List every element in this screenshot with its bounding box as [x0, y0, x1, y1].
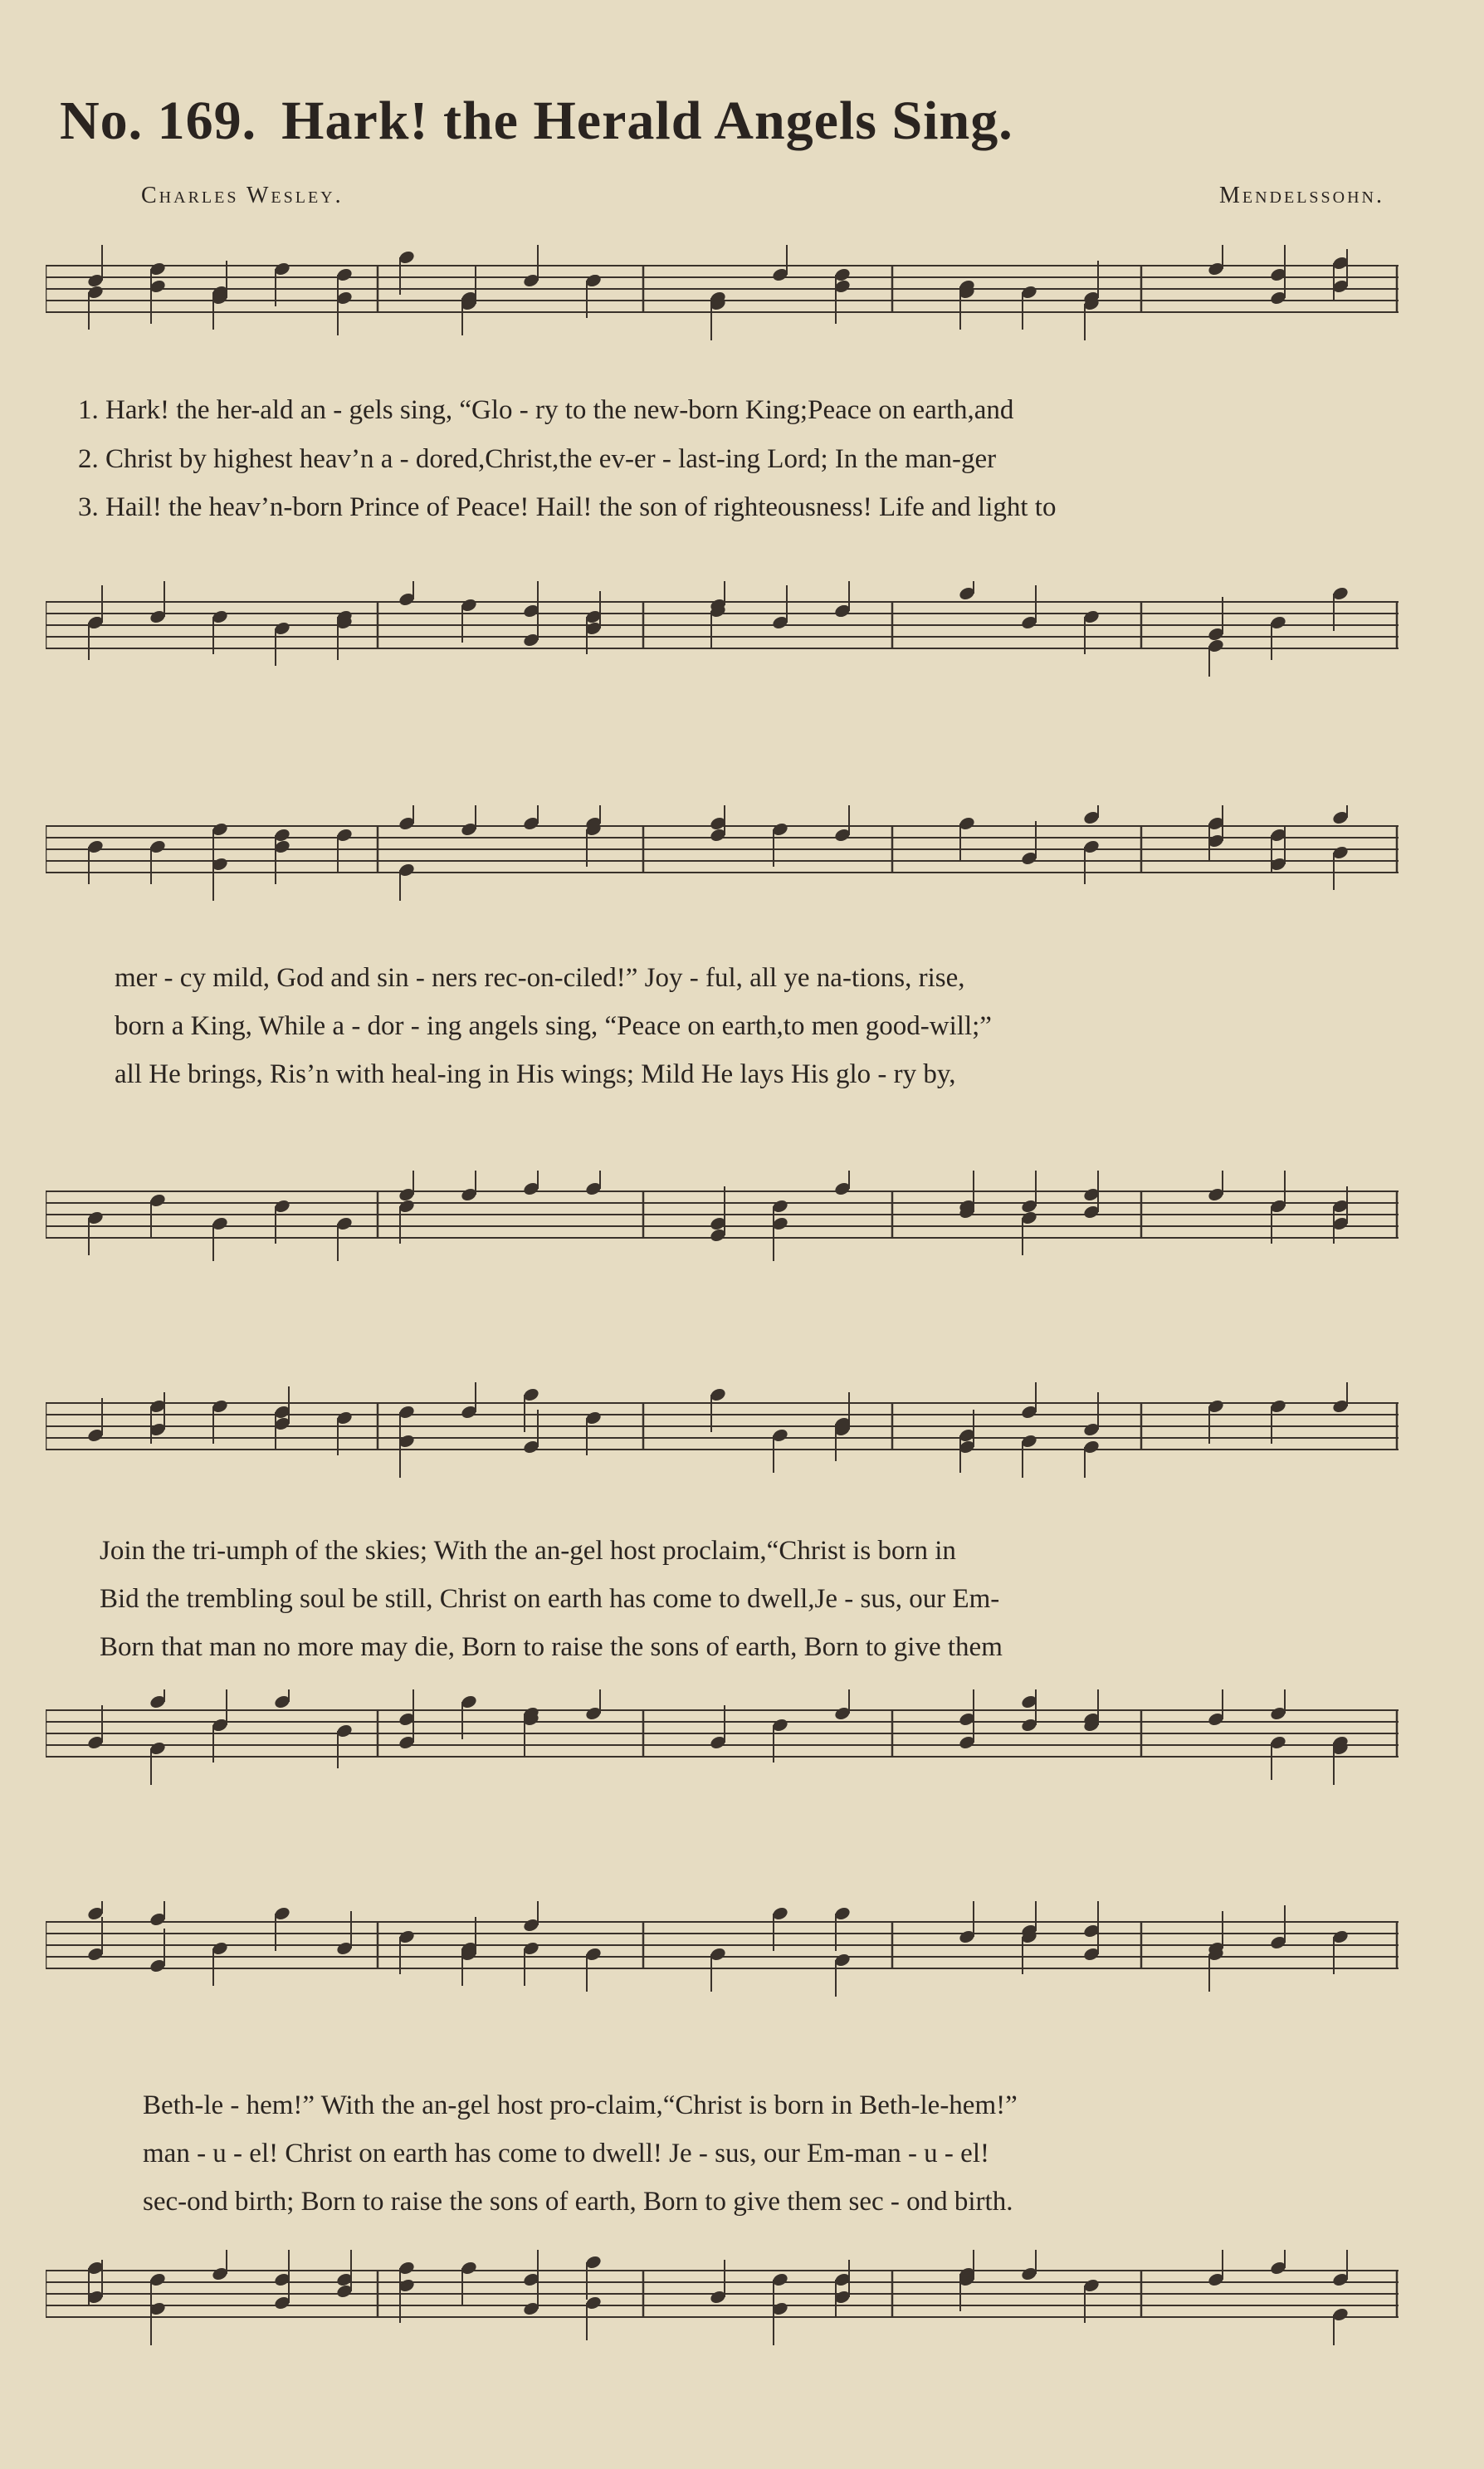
bass-staff: [46, 1689, 1399, 1785]
bass-staff: [46, 2250, 1399, 2345]
staff-graphic: [46, 1901, 1399, 1997]
lyric-line: 2. Christ by highest heav’n a - dored,Christ,the ev-er - last-ing Lord; In the man-ger: [78, 444, 997, 474]
hymn-title: Hark! the Herald Angels Sing.: [281, 90, 1013, 151]
lyric-line: born a King, While a - dor - ing angels sing, “Peace on earth,to men good-will;”: [115, 1011, 992, 1041]
treble-staff: [46, 1382, 1399, 1478]
composer-credit: Mendelssohn.: [1218, 183, 1384, 208]
staff-graphic: [46, 805, 1399, 901]
bass-staff: [46, 1171, 1399, 1266]
lyric-line: Beth-le - hem!” With the an-gel host pro-claim,“Christ is born in Beth-le-hem!”: [143, 2090, 1018, 2120]
treble-staff: [46, 245, 1399, 340]
lyric-line: 3. Hail! the heav’n-born Prince of Peace! Hail! the son of righteousness! Life and light to: [78, 492, 1057, 522]
staff-graphic: [46, 1171, 1399, 1266]
lyric-line: 1. Hark! the her-ald an - gels sing, “Glo - ry to the new-born King;Peace on earth,and: [78, 395, 1014, 425]
lyric-line: sec-ond birth; Born to raise the sons of earth, Born to give them sec - ond birth.: [143, 2187, 1013, 2217]
staff-graphic: [46, 245, 1399, 340]
author-credit: Charles Wesley.: [141, 183, 344, 208]
staff-graphic: [46, 1382, 1399, 1478]
lyric-line: man - u - el! Christ on earth has come to dwell! Je - sus, our Em-man - u - el!: [143, 2139, 989, 2168]
staff-graphic: [46, 1689, 1399, 1785]
bass-staff: [46, 581, 1399, 677]
hymn-number: No. 169.: [60, 90, 257, 151]
lyric-line: mer - cy mild, God and sin - ners rec-on-ciled!” Joy - ful, all ye na-tions, rise,: [115, 963, 965, 993]
lyric-line: all He brings, Ris’n with heal-ing in His wings; Mild He lays His glo - ry by,: [115, 1059, 956, 1089]
staff-graphic: [46, 2250, 1399, 2345]
lyric-line: Born that man no more may die, Born to raise the sons of earth, Born to give them: [100, 1632, 1003, 1662]
treble-staff: [46, 805, 1399, 901]
hymn-heading: [60, 90, 1013, 153]
treble-staff: [46, 1901, 1399, 1997]
staff-graphic: [46, 581, 1399, 677]
lyric-line: Join the tri-umph of the skies; With the an-gel host proclaim,“Christ is born in: [100, 1536, 956, 1566]
lyric-line: Bid the trembling soul be still, Christ on earth has come to dwell,Je - sus, our Em-: [100, 1584, 1000, 1614]
